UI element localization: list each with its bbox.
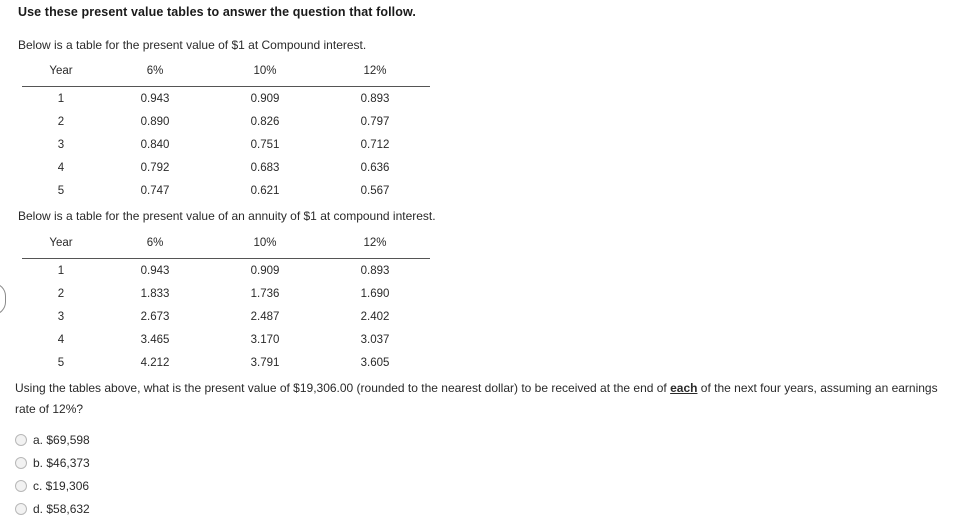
table-2-cell: 1: [57, 264, 65, 277]
choice-d-label: d. $58,632: [33, 501, 90, 516]
table-1-cell: 1: [57, 92, 65, 105]
table-1-cell: 0.797: [360, 115, 390, 128]
table-2-header-10pct: 10%: [253, 237, 277, 249]
choice-c[interactable]: [15, 474, 90, 497]
radio-button-icon[interactable]: [15, 457, 27, 469]
table-header-row: [22, 232, 430, 259]
table-2-cell: 3.037: [360, 333, 390, 346]
table-2-cell: 3.170: [250, 333, 280, 346]
table-1-cell: 0.792: [140, 161, 170, 174]
choice-c-label: c. $19,306: [33, 478, 90, 493]
table-1-header-year: Year: [49, 65, 73, 77]
table-2-header-year: Year: [49, 237, 73, 249]
table-row: [22, 179, 430, 202]
table-2-cell: 2: [57, 287, 65, 300]
table-1-cell: 4: [57, 161, 65, 174]
table-2-cell: 4.212: [140, 356, 170, 369]
table-header-row: [22, 60, 430, 87]
table-1-caption: Below is a table for the present value of $1 at Compound interest.: [18, 38, 367, 52]
present-value-annuity-table-2: [22, 232, 430, 374]
table-1-cell: 2: [57, 115, 65, 128]
table-2-cell: 5: [57, 356, 65, 369]
table-1-header-12pct: 12%: [363, 65, 387, 77]
table-2-cell: 2.673: [140, 310, 170, 323]
table-1-cell: 0.890: [140, 115, 170, 128]
table-2-cell: 2.487: [250, 310, 280, 323]
question-text-part1: Using the tables above, what is the present value of $19,306.00 (rounded to the nearest dollar) to be received at the end of: [15, 381, 671, 395]
table-2-header-6pct: 6%: [146, 237, 164, 249]
radio-button-icon[interactable]: [15, 434, 27, 446]
question-emphasis: each: [670, 381, 698, 395]
answer-choices: [15, 428, 90, 520]
table-1-cell: 0.567: [360, 184, 390, 197]
table-2-header-12pct: 12%: [363, 237, 387, 249]
page-edge-decoration: [0, 283, 6, 315]
table-1-cell: 0.909: [250, 92, 280, 105]
table-2-cell: 3.791: [250, 356, 280, 369]
table-1-cell: 0.893: [360, 92, 390, 105]
radio-button-icon[interactable]: [15, 480, 27, 492]
choice-b[interactable]: [15, 451, 90, 474]
table-1-cell: 0.636: [360, 161, 390, 174]
table-1-cell: 0.621: [250, 184, 280, 197]
choice-a-label: a. $69,598: [33, 432, 90, 447]
table-1-cell: 0.826: [250, 115, 280, 128]
table-row: [22, 87, 430, 111]
table-2-cell: 2.402: [360, 310, 390, 323]
table-2-cell: 1.736: [250, 287, 280, 300]
table-1-header-10pct: 10%: [253, 65, 277, 77]
table-1-cell: 0.712: [360, 138, 390, 151]
table-1-header-6pct: 6%: [146, 65, 164, 77]
table-1-cell: 0.840: [140, 138, 170, 151]
radio-button-icon[interactable]: [15, 503, 27, 515]
choice-a[interactable]: [15, 428, 90, 451]
table-2-cell: 0.893: [360, 264, 390, 277]
table-2-cell: 3.465: [140, 333, 170, 346]
table-row: [22, 282, 430, 305]
question-text: [15, 378, 953, 420]
table-2-cell: 0.909: [250, 264, 280, 277]
table-2-cell: 4: [57, 333, 65, 346]
present-value-table-1: [22, 60, 430, 202]
table-2-cell: 1.833: [140, 287, 170, 300]
table-1-cell: 0.943: [140, 92, 170, 105]
page-title: Use these present value tables to answer the question that follow.: [18, 5, 416, 19]
table-2-cell: 1.690: [360, 287, 390, 300]
table-2-cell: 3: [57, 310, 65, 323]
table-row: [22, 133, 430, 156]
table-1-cell: 0.751: [250, 138, 280, 151]
table-1-cell: 3: [57, 138, 65, 151]
table-2-cell: 3.605: [360, 356, 390, 369]
table-row: [22, 259, 430, 283]
table-1-cell: 0.683: [250, 161, 280, 174]
question-text-part2: of the next four years, assuming an earnings rate of 12%?: [15, 381, 938, 416]
table-row: [22, 351, 430, 374]
table-2-caption: Below is a table for the present value of an annuity of $1 at compound interest.: [18, 209, 436, 223]
table-1-cell: 5: [57, 184, 65, 197]
choice-b-label: b. $46,373: [33, 455, 90, 470]
table-row: [22, 328, 430, 351]
table-row: [22, 156, 430, 179]
choice-d[interactable]: [15, 497, 90, 520]
table-row: [22, 305, 430, 328]
table-2-cell: 0.943: [140, 264, 170, 277]
table-1-cell: 0.747: [140, 184, 170, 197]
table-row: [22, 110, 430, 133]
